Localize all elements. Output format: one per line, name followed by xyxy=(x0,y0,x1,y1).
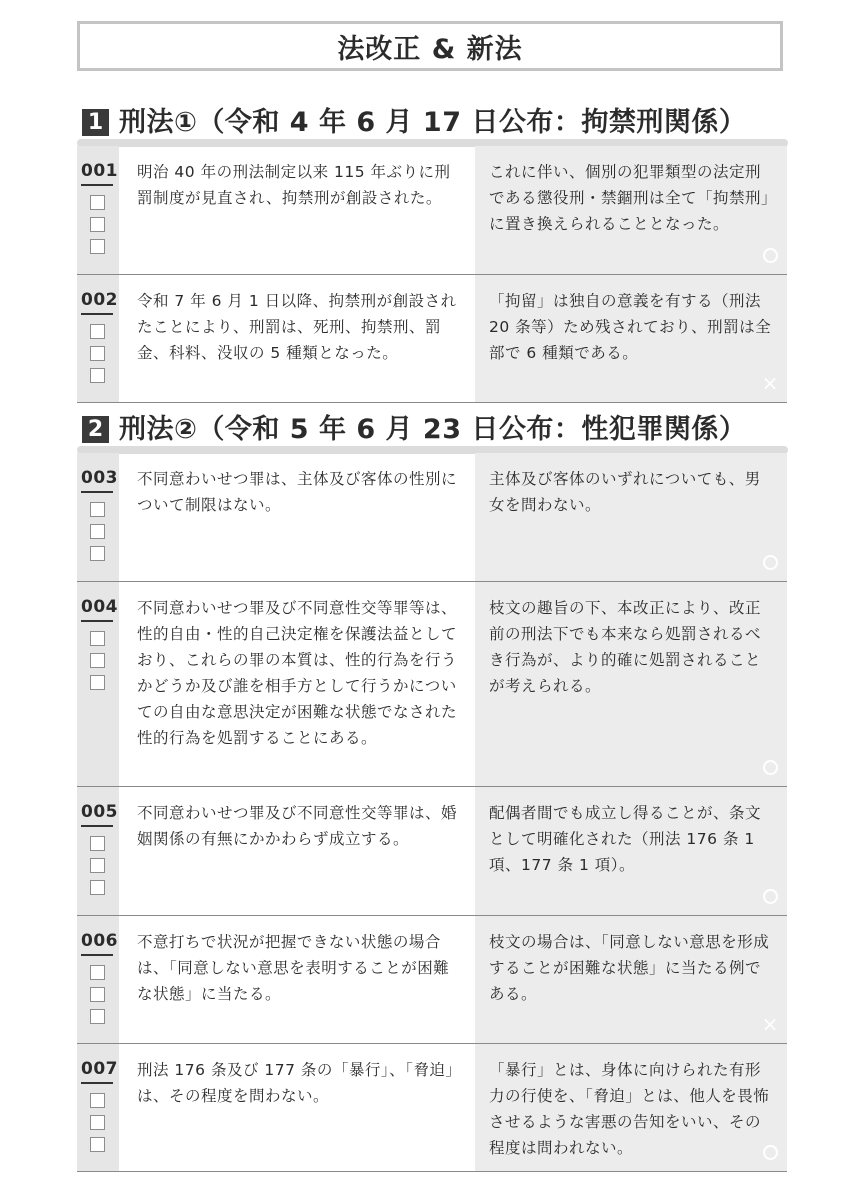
question-gutter xyxy=(77,787,119,915)
question-text: 刑法 176 条及び 177 条の「暴行」、「脅迫」は、その程度を問わない。 xyxy=(137,1061,454,1105)
question-text: 明治 40 年の刑法制定以来 115 年ぶりに刑罰制度が見直され、拘禁刑が創設された。 xyxy=(137,163,451,207)
question-row-001 xyxy=(77,146,787,275)
number-underline xyxy=(81,825,113,827)
cross-icon: × xyxy=(761,371,779,395)
section-title: 刑法②（令和 5 年 6 月 23 日公布：性犯罪関係） xyxy=(119,414,747,445)
circle-icon xyxy=(759,756,781,778)
check-box-2[interactable] xyxy=(90,858,105,873)
question-gutter xyxy=(77,1044,119,1171)
circle-icon xyxy=(759,885,781,907)
answer-text: 枝文の趣旨の下、本改正により、改正前の刑法下でも本来なら処罰されるべき行為が、より的確に処罰されることが考えられる。 xyxy=(489,599,762,695)
question-number: 003 xyxy=(81,468,118,488)
question-text: 令和 7 年 6 月 1 日以降、拘禁刑が創設されたことにより、刑罰は、死刑、拘禁刑、罰金、科料、没収の 5 種類となった。 xyxy=(137,292,457,362)
check-box-1[interactable] xyxy=(90,324,105,339)
answer-panel xyxy=(475,582,787,786)
question-row-006 xyxy=(77,916,787,1044)
answer-text: 「拘留」は独自の意義を有する（刑法 20 条等）ため残されており、刑罰は全部で 6 種類である。 xyxy=(489,292,772,362)
circle-icon xyxy=(759,551,781,573)
question-row-002 xyxy=(77,275,787,403)
check-box-3[interactable] xyxy=(90,368,105,383)
answer-text: 配偶者間でも成立し得ることが、条文として明確化された（刑法 176 条 1 項、177 条 1 項）。 xyxy=(489,804,762,874)
question-gutter xyxy=(77,146,119,274)
question-row-005 xyxy=(77,787,787,916)
question-text: 不同意わいせつ罪は、主体及び客体の性別について制限はない。 xyxy=(137,470,458,514)
question-gutter xyxy=(77,916,119,1043)
question-row-004 xyxy=(77,582,787,787)
number-underline xyxy=(81,1082,113,1084)
answer-panel xyxy=(475,1044,787,1171)
question-number: 001 xyxy=(81,161,118,181)
question-gutter xyxy=(77,275,119,402)
question-number: 005 xyxy=(81,802,118,822)
number-underline xyxy=(81,954,113,956)
number-underline xyxy=(81,491,113,493)
question-number: 007 xyxy=(81,1059,118,1079)
cross-icon: × xyxy=(761,1012,779,1036)
check-box-2[interactable] xyxy=(90,1115,105,1130)
check-box-3[interactable] xyxy=(90,546,105,561)
question-row-003 xyxy=(77,453,787,582)
question-text: 不意打ちで状況が把握できない状態の場合は、「同意しない意思を表明することが困難な状態」に当たる。 xyxy=(137,933,450,1003)
check-box-1[interactable] xyxy=(90,195,105,210)
answer-text: 主体及び客体のいずれについても、男女を問わない。 xyxy=(489,470,761,514)
check-box-1[interactable] xyxy=(90,631,105,646)
check-box-2[interactable] xyxy=(90,653,105,668)
section-header-1 xyxy=(77,105,792,141)
section-header-2 xyxy=(77,412,792,448)
check-box-3[interactable] xyxy=(90,1137,105,1152)
question-row-007 xyxy=(77,1044,787,1172)
section-title: 刑法①（令和 4 年 6 月 17 日公布：拘禁刑関係） xyxy=(119,107,747,138)
answer-text: 枝文の場合は、「同意しない意思を形成することが困難な状態」に当たる例である。 xyxy=(489,933,770,1003)
answer-panel xyxy=(475,453,787,581)
check-box-1[interactable] xyxy=(90,836,105,851)
number-underline xyxy=(81,620,113,622)
question-gutter xyxy=(77,453,119,581)
section-number: 1 xyxy=(82,109,109,136)
question-number: 006 xyxy=(81,931,118,951)
answer-text: これに伴い、個別の犯罪類型の法定刑である懲役刑・禁錮刑は全て「拘禁刑」に置き換えられることとなった。 xyxy=(489,163,770,233)
circle-icon xyxy=(759,1141,781,1163)
check-box-1[interactable] xyxy=(90,502,105,517)
answer-panel xyxy=(475,275,787,402)
question-number: 004 xyxy=(81,597,118,617)
section-number: 2 xyxy=(82,416,109,443)
check-box-3[interactable] xyxy=(90,880,105,895)
check-box-2[interactable] xyxy=(90,346,105,361)
check-box-1[interactable] xyxy=(90,1093,105,1108)
question-text: 不同意わいせつ罪及び不同意性交等罪等は、性的自由・性的自己決定権を保護法益としており、これらの罪の本質は、性的行為を行うかどうか及び誰を相手方として行うかについての自由な意思決定が困難な状態でなされた性的行為を処罰することにある。 xyxy=(137,599,458,747)
page-title: 法改正 & 新法 xyxy=(77,21,783,71)
check-box-2[interactable] xyxy=(90,524,105,539)
check-box-3[interactable] xyxy=(90,675,105,690)
question-number: 002 xyxy=(81,290,118,310)
answer-panel xyxy=(475,787,787,915)
number-underline xyxy=(81,313,113,315)
question-text: 不同意わいせつ罪及び不同意性交等罪は、婚姻関係の有無にかかわらず成立する。 xyxy=(137,804,458,848)
check-box-2[interactable] xyxy=(90,217,105,232)
check-box-2[interactable] xyxy=(90,987,105,1002)
answer-text: 「暴行」とは、身体に向けられた有形力の行使を、「脅迫」とは、他人を畏怖させるような害悪の告知をいい、その程度は問われない。 xyxy=(489,1061,770,1157)
check-box-1[interactable] xyxy=(90,965,105,980)
check-box-3[interactable] xyxy=(90,1009,105,1024)
number-underline xyxy=(81,184,113,186)
answer-panel xyxy=(475,146,787,274)
check-box-3[interactable] xyxy=(90,239,105,254)
answer-panel xyxy=(475,916,787,1043)
circle-icon xyxy=(759,244,781,266)
question-gutter xyxy=(77,582,119,786)
